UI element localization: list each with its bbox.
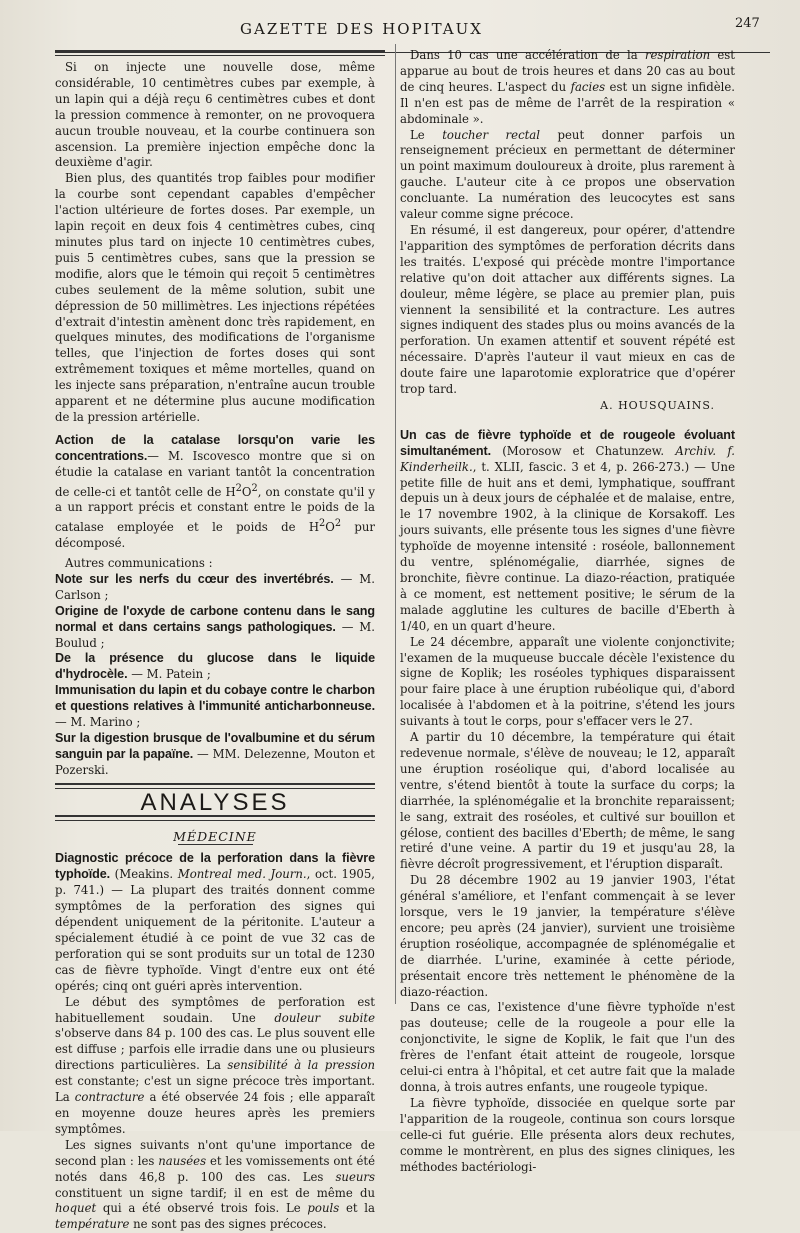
author-signature: A. HOUSQUAINS. bbox=[600, 398, 715, 412]
text: Les signes suivants n'ont qu'une importance de second plan : les bbox=[55, 1137, 375, 1168]
paragraph: Dans ce cas, l'existence d'une fièvre typhoïde n'est pas douteuse; celle de la rougeole a pour elle la conjonctivite, le signe de Koplik, le fait que l'un des frères de l'enfant était atteint de rougeole, lorsque celui-ci entra à l'hôpital, et cet autre fait que la malade donna, à trois autres enfants, une rougeole typique. bbox=[400, 1000, 735, 1094]
article-title: Action de la catalase lorsqu'on varie les concentrations. bbox=[55, 432, 375, 463]
header-double-rule bbox=[55, 50, 385, 56]
column-divider bbox=[395, 44, 396, 1004]
paragraph: Bien plus, des quantités trop faibles pour modifier la courbe sont cependant capables d'empêcher l'action ultérieure de fortes doses. Par exemple, un lapin reçoit en deux fois 4 centimètres cubes, cinq minutes plus tard on injecte 10 centimètres cubes, puis 5 centimètres cubes, sans que la pression se modifie, alors que le témoin qui reçoit 5 centimètres cubes seulement de la même solution, subit une dépression de 50 millimètres. Les injections répétées d'extrait d'intestin amènent donc très rapidement, en quelques minutes, des modifications de l'organisme telles, que l'injection de fortes doses qui sont extrêmement toxiques et même mortelles, quand on les injecte sans préparation, n'entraîne aucun trouble apparent et ne détermine plus aucune modification de la pression artérielle. bbox=[55, 171, 375, 424]
communication-author: — M. Marino ; bbox=[55, 715, 141, 730]
paragraph bbox=[55, 1138, 375, 1233]
emphasis: pouls bbox=[307, 1201, 340, 1216]
article-reference: , t. XLII, fascic. 3 et 4, p. 266-273.) bbox=[472, 459, 690, 474]
page-header bbox=[0, 14, 800, 46]
emphasis: contracture bbox=[74, 1090, 145, 1105]
article-text: — M. Iscovesco montre que si on étudie la catalase en variant tantôt la concentration de celle-ci et tantôt celle de H bbox=[55, 448, 375, 499]
communication-item bbox=[55, 651, 375, 683]
section-rule bbox=[55, 783, 375, 789]
communication-author: — M. Patein ; bbox=[127, 667, 211, 682]
text: s'observe dans 84 p. 100 des cas. Le plus souvent elle est diffuse ; parfois elle irradie dans une ou plusieurs directions particulières. La bbox=[55, 1026, 375, 1073]
article-reference: (Morosow et Chatunzew. bbox=[490, 443, 676, 458]
article-text: — La plupart des traités donnent comme symptômes de la perforation des signes qui dépendent uniquement de la péritonite. L'auteur a spécialement étudié à ce point de vue 32 cas de perforation qui se sont produits sur un total de 1230 cas de fièvre typhoïde. Vingt d'entre eux ont été opérés; cinq ont guéri après intervention. bbox=[55, 883, 375, 993]
paragraph bbox=[55, 995, 375, 1138]
text: Le début des symptômes de perforation est habituellement soudain. Une bbox=[55, 994, 375, 1025]
subsection-title: MÉDECINE bbox=[173, 828, 257, 844]
text: est constante; c'est un signe précoce très important. La bbox=[55, 1074, 375, 1105]
case-article bbox=[400, 428, 735, 635]
text: qui a été observé trois fois. Le bbox=[96, 1201, 308, 1216]
right-column bbox=[400, 48, 735, 1175]
other-communications-label: Autres communications : bbox=[65, 555, 213, 570]
page-number: 247 bbox=[735, 16, 760, 31]
paragraph: Si on injecte une nouvelle dose, même considérable, 10 centimètres cubes par exemple, à un lapin qui a déjà reçu 6 centimètres cubes et dont la pression commence à remonter, on ne provoquera aucun trouble nouveau, et la courbe continuera son ascension. La première injection empêche donc la deuxième d'agir. bbox=[55, 60, 375, 170]
article-title: Un cas de fièvre typhoïde et de rougeole évoluant simultanément. bbox=[400, 427, 735, 458]
emphasis: sensibilité à la pression bbox=[227, 1058, 376, 1073]
text: Le bbox=[410, 127, 443, 142]
communication-title: De la présence du glucose dans le liquide d'hydrocèle. bbox=[55, 651, 375, 682]
paragraph bbox=[400, 128, 735, 223]
diagnostic-article bbox=[55, 851, 375, 994]
communication-title: Sur la digestion brusque de l'ovalbumine et du sérum sanguin par la papaïne. bbox=[55, 730, 375, 761]
superscript: 2 bbox=[334, 518, 342, 530]
emphasis: température bbox=[55, 1217, 130, 1232]
communication-item bbox=[55, 572, 375, 604]
paragraph: Du 28 décembre 1902 au 19 janvier 1903, l'état général s'améliore, et l'enfant commençait à se lever lorsque, vers le 19 janvier, la température s'élève encore; peu après (24 janvier), survient une troisième éruption roséolique, accompagnée de splénomégalie et de diarrhée. L'urine, examinée à cette période, présentait encore très nettement le phénomène de la diazo-réaction. bbox=[400, 873, 735, 999]
communication-title: Immunisation du lapin et du cobaye contre le charbon et questions relatives à l'immunité anticharbonneuse. bbox=[55, 683, 375, 714]
text: constituent un signe tardif; il en est de même du bbox=[55, 1185, 375, 1200]
communication-item bbox=[55, 731, 375, 779]
communication-author: — M. Boulud ; bbox=[55, 619, 375, 650]
text: Dans 10 cas une accélération de la bbox=[410, 48, 645, 62]
subsection-rule bbox=[178, 844, 253, 845]
emphasis: sueurs bbox=[335, 1169, 375, 1184]
article-text: O bbox=[325, 520, 335, 535]
emphasis: nausées bbox=[158, 1153, 207, 1168]
article-text: pur décomposé. bbox=[55, 520, 376, 551]
article-reference: (Meakins. bbox=[110, 867, 178, 882]
emphasis: toucher rectal bbox=[442, 127, 541, 142]
communication-item bbox=[55, 683, 375, 731]
article-text: O bbox=[241, 484, 252, 499]
left-column bbox=[55, 60, 375, 1233]
superscript: 2 bbox=[235, 482, 242, 494]
paragraph: En résumé, il est dangereux, pour opérer, d'attendre l'apparition des symptômes de perforation décrits dans les traités. L'exposé qui précède montre l'importance relative qu'on doit attacher aux différents signes. La douleur, même légère, se place au premier plan, puis viennent la sensibilité et la contracture. Les autres signes indiquent des stades plus ou moins avancés de la perforation. Un examen attentif et souvent répété est nécessaire. D'après l'auteur il vaut mieux en cas de doute faire une laparotomie exploratrice que d'opérer trop tard. bbox=[400, 222, 735, 397]
emphasis: douleur subite bbox=[274, 1010, 376, 1025]
superscript: 2 bbox=[319, 518, 326, 530]
journal-name: Archiv. f. Kinderheilk. bbox=[400, 443, 736, 474]
communication-author: — M. Carlson ; bbox=[55, 571, 375, 602]
communication-title: Note sur les nerfs du cœur des invertébrés. bbox=[55, 571, 334, 586]
catalase-article bbox=[55, 433, 375, 552]
communication-author: — MM. Delezenne, Mouton et Pozerski. bbox=[55, 746, 375, 777]
emphasis: facies bbox=[570, 79, 606, 94]
superscript: 2 bbox=[251, 482, 258, 494]
paragraph: La fièvre typhoïde, dissociée en quelque sorte par l'apparition de la rougeole, continua son cours lorsque celle-ci fut guérie. Elle présenta alors deux rechutes, comme le montrèrent, en plus des signes cliniques, les méthodes bactériologi- bbox=[400, 1095, 735, 1174]
section-title: ANALYSES bbox=[140, 788, 290, 816]
text: est apparue au bout de trois heures et dans 20 cas au bout de cinq heures. L'aspect du bbox=[400, 48, 735, 94]
text: est un signe infidèle. Il n'en est pas de même de l'arrêt de la respiration « abdominale ». bbox=[400, 79, 735, 126]
text: et la bbox=[339, 1201, 375, 1216]
text: et les vomissements ont été notés dans 46,8 p. 100 des cas. Les bbox=[55, 1153, 376, 1184]
journal-title: GAZETTE DES HOPITAUX bbox=[240, 20, 483, 38]
paragraph bbox=[400, 48, 735, 128]
paragraph: A partir du 10 décembre, la température qui était redevenue normale, s'élève de nouveau; le 12, apparaît une éruption roséolique qui, d'abord localisée au ventre, s'étend bientôt à toute la surface du corps; la diarrhée, la splénomégalie et la bronchite reparaissent; le sang, extrait des roséoles, et cultivé sur bouillon et gélose, contient des bacilles d'Eberth; de même, le sang retiré d'une veine. A partir du 19 et jusqu'au 28, la fièvre décroît progressivement, et l'éruption disparaît. bbox=[400, 730, 735, 872]
article-text: , on constate qu'il y a un rapport précis et constant entre le poids de la catalase employée et le poids de H bbox=[55, 484, 375, 535]
communication-item bbox=[55, 604, 375, 652]
paragraph: Le 24 décembre, apparaît une violente conjonctivite; l'examen de la muqueuse buccale décèle l'existence du signe de Koplik; les roséoles typhiques disparaissent pour faire place à une éruption rubéolique qui, d'abord localisée à l'abdomen et à la poitrine, s'étend les jours suivants à tout le corps, pour s'effacer vers le 27. bbox=[400, 634, 735, 729]
text: ne sont pas des signes précoces. bbox=[129, 1217, 327, 1232]
emphasis: hoquet bbox=[55, 1201, 97, 1216]
article-text: — Une petite fille de huit ans et demi, lymphatique, souffrant depuis un à deux jours de céphalée et de malaise, entre, le 17 novembre 1902, à la clinique de Korsakoff. Les jours suivants, elle présente tous les signes d'une fièvre typhoïde de moyenne intensité : roséole, ballonnement du ventre, splénomégalie, diarrhée, signes de bronchite, fièvre continue. La diazo-réaction, pratiquée à ce moment, est nettement positive; le sérum de la malade agglutine les cultures de bacille d'Eberth à 1/40, en un quart d'heure. bbox=[400, 459, 735, 633]
communication-title: Origine de l'oxyde de carbone contenu dans le sang normal et dans certains sangs pathologiques. bbox=[55, 603, 375, 634]
journal-name: Montreal med. Journ. bbox=[177, 867, 307, 882]
text: a été observée 24 fois ; elle apparaît en moyenne douze heures après les premiers symptômes. bbox=[55, 1090, 375, 1136]
article-reference: , oct. 1905, p. 741.) bbox=[55, 867, 375, 898]
emphasis: respiration bbox=[644, 48, 711, 62]
text: peut donner parfois un renseignement précieux en permettant de déterminer un point maximum douloureux à droite, plus rarement à gauche. L'auteur cite à ce propos une observation concluante. La numération des leucocytes est sans valeur comme signe précoce. bbox=[400, 127, 735, 222]
article-title: Diagnostic précoce de la perforation dans la fièvre typhoïde. bbox=[55, 851, 375, 882]
